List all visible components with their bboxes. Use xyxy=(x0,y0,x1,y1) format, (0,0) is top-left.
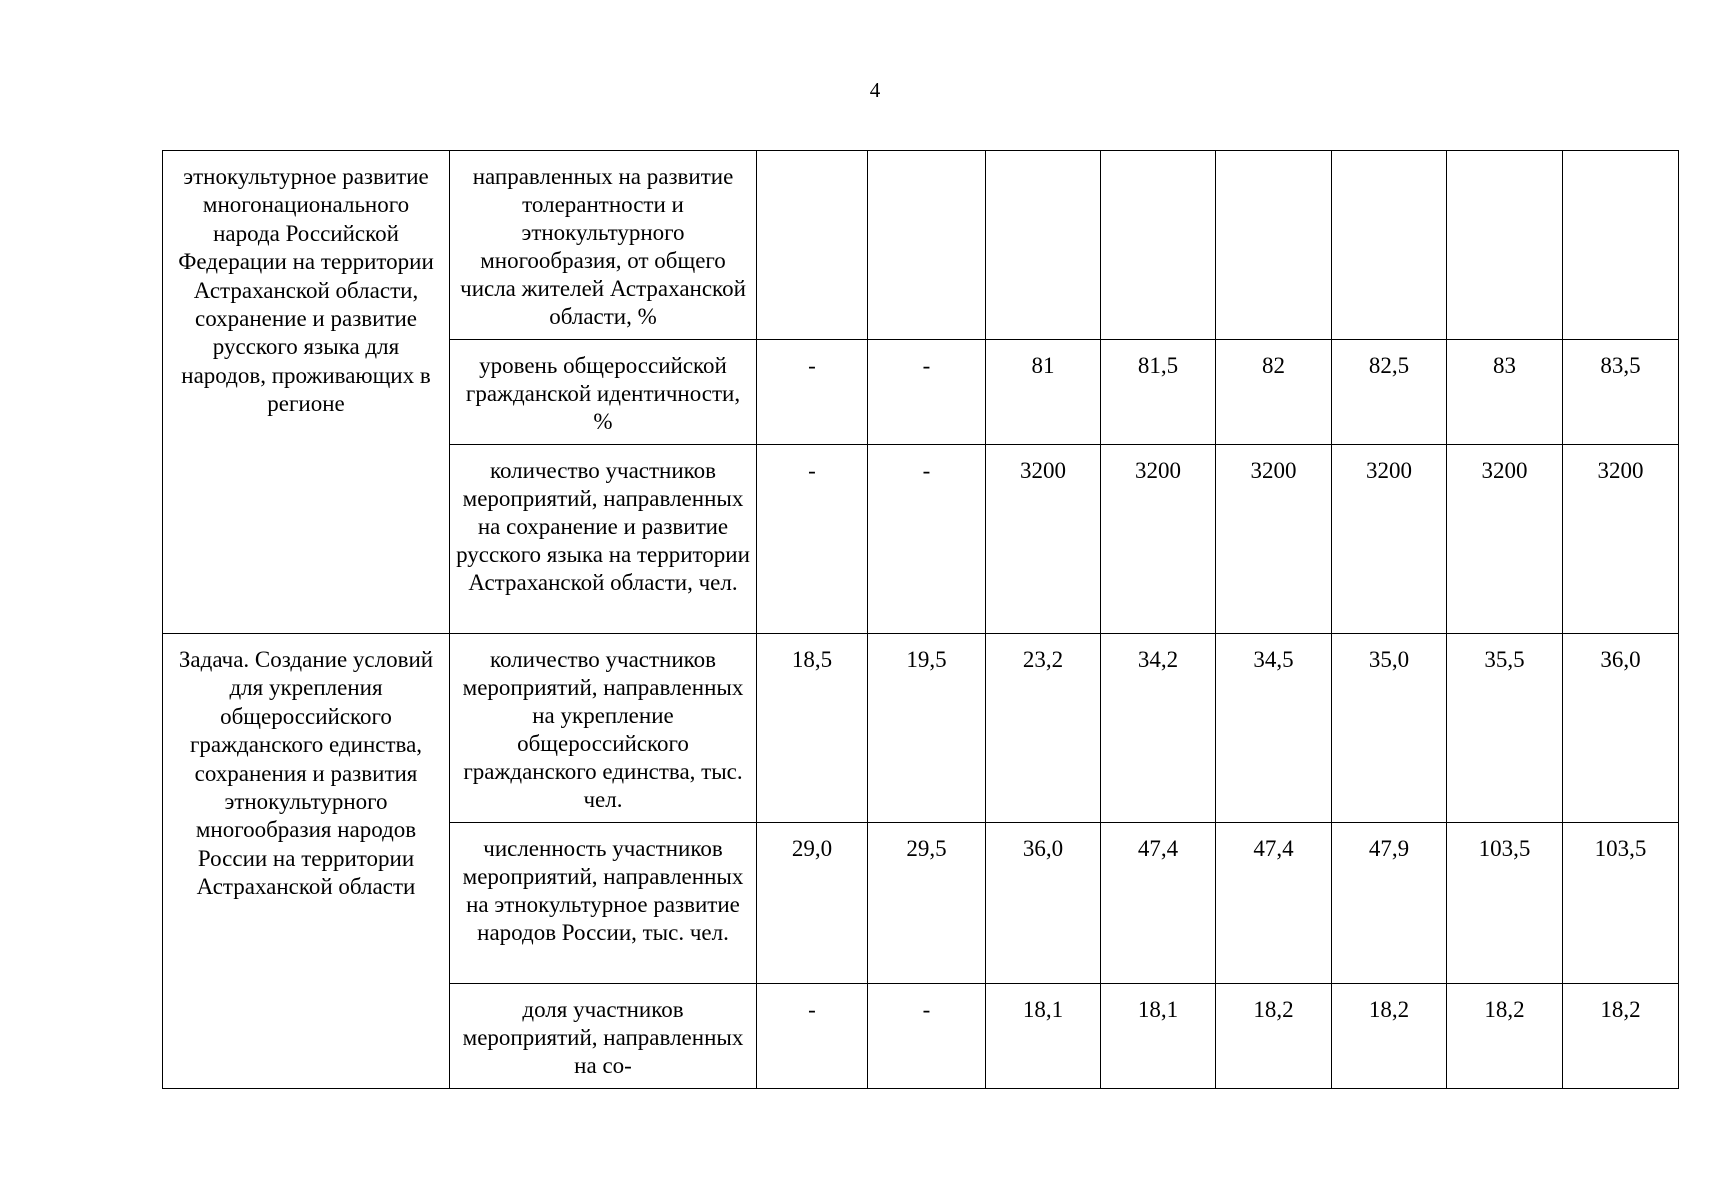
value-cell xyxy=(1216,151,1332,340)
page-number: 4 xyxy=(869,78,881,102)
value-cell xyxy=(757,151,868,340)
value-cell: - xyxy=(757,445,868,634)
indicator-cell: численность участников мероприятий, направленных на этнокультурное развитие народов России, тыс. чел. xyxy=(450,823,757,984)
value-cell: 34,2 xyxy=(1101,634,1216,823)
indicator-cell: количество участников мероприятий, направленных на укрепление общероссийского гражданского единства, тыс. чел. xyxy=(450,634,757,823)
value-cell: 103,5 xyxy=(1447,823,1563,984)
task-cell: этнокультурное развитие многонационального народа Российской Федерации на территории Астраханской области, сохранение и развитие русского языка для народов, проживающих в регионе xyxy=(163,151,450,634)
value-cell: 18,5 xyxy=(757,634,868,823)
value-cell xyxy=(986,151,1101,340)
value-cell: 3200 xyxy=(1332,445,1447,634)
value-cell: - xyxy=(868,445,986,634)
indicators-table xyxy=(162,150,1679,1089)
value-cell: 18,2 xyxy=(1216,984,1332,1089)
value-cell: 29,0 xyxy=(757,823,868,984)
value-cell: 36,0 xyxy=(986,823,1101,984)
value-cell: 35,0 xyxy=(1332,634,1447,823)
value-cell: 23,2 xyxy=(986,634,1101,823)
value-cell xyxy=(1101,151,1216,340)
value-cell: 19,5 xyxy=(868,634,986,823)
value-cell xyxy=(868,151,986,340)
value-cell: 35,5 xyxy=(1447,634,1563,823)
value-cell: 81 xyxy=(986,340,1101,445)
value-cell: 82,5 xyxy=(1332,340,1447,445)
value-cell: 82 xyxy=(1216,340,1332,445)
value-cell: 3200 xyxy=(1101,445,1216,634)
value-cell: 81,5 xyxy=(1101,340,1216,445)
value-cell: 18,2 xyxy=(1563,984,1679,1089)
value-cell: 47,9 xyxy=(1332,823,1447,984)
value-cell: 18,1 xyxy=(986,984,1101,1089)
table-row xyxy=(163,634,1679,823)
value-cell: 34,5 xyxy=(1216,634,1332,823)
value-cell: - xyxy=(868,984,986,1089)
value-cell: 3200 xyxy=(1563,445,1679,634)
value-cell xyxy=(1563,151,1679,340)
value-cell: 83 xyxy=(1447,340,1563,445)
value-cell: 36,0 xyxy=(1563,634,1679,823)
value-cell: 47,4 xyxy=(1101,823,1216,984)
value-cell xyxy=(1447,151,1563,340)
value-cell: 3200 xyxy=(1447,445,1563,634)
value-cell: 29,5 xyxy=(868,823,986,984)
value-cell: 103,5 xyxy=(1563,823,1679,984)
indicator-cell: направленных на развитие толерантности и этнокультурного многообразия, от общего числа жителей Астраханской области, % xyxy=(450,151,757,340)
value-cell: 18,1 xyxy=(1101,984,1216,1089)
value-cell: 18,2 xyxy=(1447,984,1563,1089)
value-cell: - xyxy=(757,340,868,445)
indicator-cell: уровень общероссийской гражданской идентичности, % xyxy=(450,340,757,445)
value-cell: 83,5 xyxy=(1563,340,1679,445)
task-cell: Задача. Создание условий для укрепления общероссийского гражданского единства, сохранения и развития этнокультурного многообразия народов России на территории Астраханской области xyxy=(163,634,450,1089)
value-cell: 47,4 xyxy=(1216,823,1332,984)
value-cell: 18,2 xyxy=(1332,984,1447,1089)
table-row xyxy=(163,151,1679,340)
value-cell: - xyxy=(868,340,986,445)
value-cell: 3200 xyxy=(1216,445,1332,634)
value-cell: 3200 xyxy=(986,445,1101,634)
value-cell: - xyxy=(757,984,868,1089)
indicator-cell: доля участников мероприятий, направленных на со- xyxy=(450,984,757,1089)
indicator-cell: количество участников мероприятий, направленных на сохранение и развитие русского языка на территории Астраханской области, чел. xyxy=(450,445,757,634)
value-cell xyxy=(1332,151,1447,340)
